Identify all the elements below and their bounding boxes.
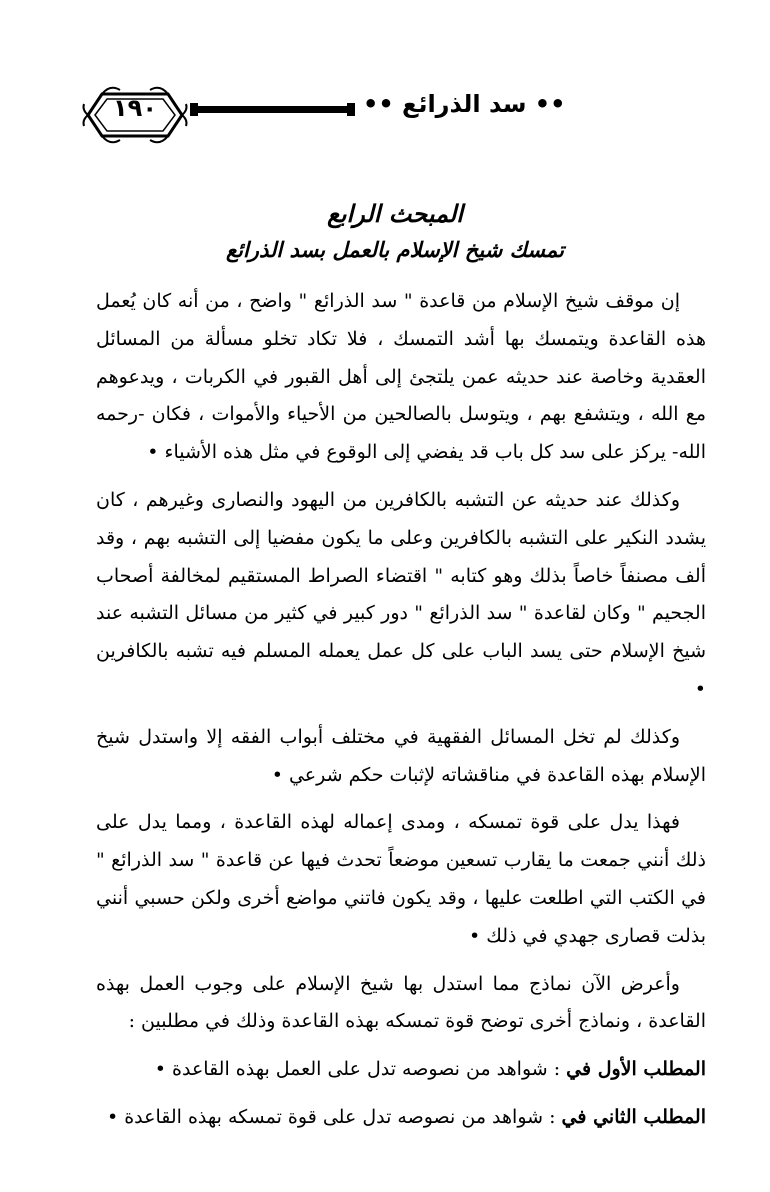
section-heading: المبحث الرابع bbox=[327, 200, 463, 228]
page-number: ١٩٠ bbox=[113, 94, 157, 122]
header-rule-divider bbox=[190, 106, 355, 113]
headings bbox=[90, 200, 700, 262]
subsection-item bbox=[96, 1099, 706, 1137]
subsection-label: المطلب الأول في bbox=[566, 1058, 706, 1081]
paragraph-1: إن موقف شيخ الإسلام من قاعدة " سد الذرائع " واضح ، من أنه كان يُعمل هذه القاعدة ويتمسك بها أشد التمسك ، فلا تكاد تخلو مسألة من المسائل العقدية وخاصة عند حديثه عمن يلتجئ إلى أهل القبور في الكربات ، ويدعوهم مع الله ، ويتشفع بهم ، ويتوسل بالصالحين من الأحياء والأموات ، فكان -رحمه الله- يركز على سد كل باب قد يفضي إلى الوقوع في مثل هذه الأشياء • bbox=[96, 290, 706, 464]
subsection-text: : شواهد من نصوصه تدل على قوة تمسكه بهذه القاعدة • bbox=[106, 1105, 556, 1128]
running-title-text: سد الذرائع bbox=[402, 90, 527, 118]
ornament-dots-left: •• bbox=[363, 90, 394, 118]
paragraph-3: وكذلك لم تخل المسائل الفقهية في مختلف أبواب الفقه إلا واستدل شيخ الإسلام بهذه القاعدة في مناقشاته لإثبات حكم شرعي • bbox=[96, 725, 706, 786]
paragraph-2: وكذلك عند حديثه عن التشبه بالكافرين من اليهود والنصارى وغيرهم ، كان يشدد النكير على التشبه بالكافرين وعلى ما يكون مفضيا إلى التشبه بهم ، وقد ألف مصنفاً خاصاً بذلك وهو كتابه " اقتضاء الصراط المستقيم لمخالفة أصحاب الجحيم " وكان لقاعدة " سد الذرائع " دور كبير في كثير من مسائل التشبه عند شيخ الإسلام حتى يسد الباب على كل عمل يعمله المسلم فيه تشبه بالكافرين • bbox=[96, 488, 706, 700]
section-title: تمسك شيخ الإسلام بالعمل بسد الذرائع bbox=[225, 238, 565, 262]
body-text bbox=[96, 283, 706, 1147]
subsection-item bbox=[96, 1051, 706, 1089]
paragraph-5: وأعرض الآن نماذج مما استدل بها شيخ الإسلام على وجوب العمل بهذه القاعدة ، ونماذج أخرى توضح قوة تمسكه بهذه القاعدة وذلك في مطلبين : bbox=[96, 972, 706, 1033]
page-number-frame bbox=[80, 80, 190, 150]
page-header bbox=[80, 80, 700, 150]
subsection-label: المطلب الثاني في bbox=[561, 1105, 706, 1128]
ornament-dots-right: •• bbox=[534, 90, 566, 118]
paragraph-4: فهذا يدل على قوة تمسكه ، ومدى إعماله لهذه القاعدة ، ومما يدل على ذلك أنني جمعت ما يقارب تسعين موضعاً تحدث فيها عن قاعدة " سد الذرائع " في الكتب التي اطلعت عليها ، وقد يكون فاتني مواضع أخرى ولكن حسبي أنني بذلت قصارى جهدي في ذلك • bbox=[96, 811, 706, 947]
running-title bbox=[363, 90, 700, 118]
subsection-text: : شواهد من نصوصه تدل على العمل بهذه القاعدة • bbox=[154, 1058, 561, 1081]
